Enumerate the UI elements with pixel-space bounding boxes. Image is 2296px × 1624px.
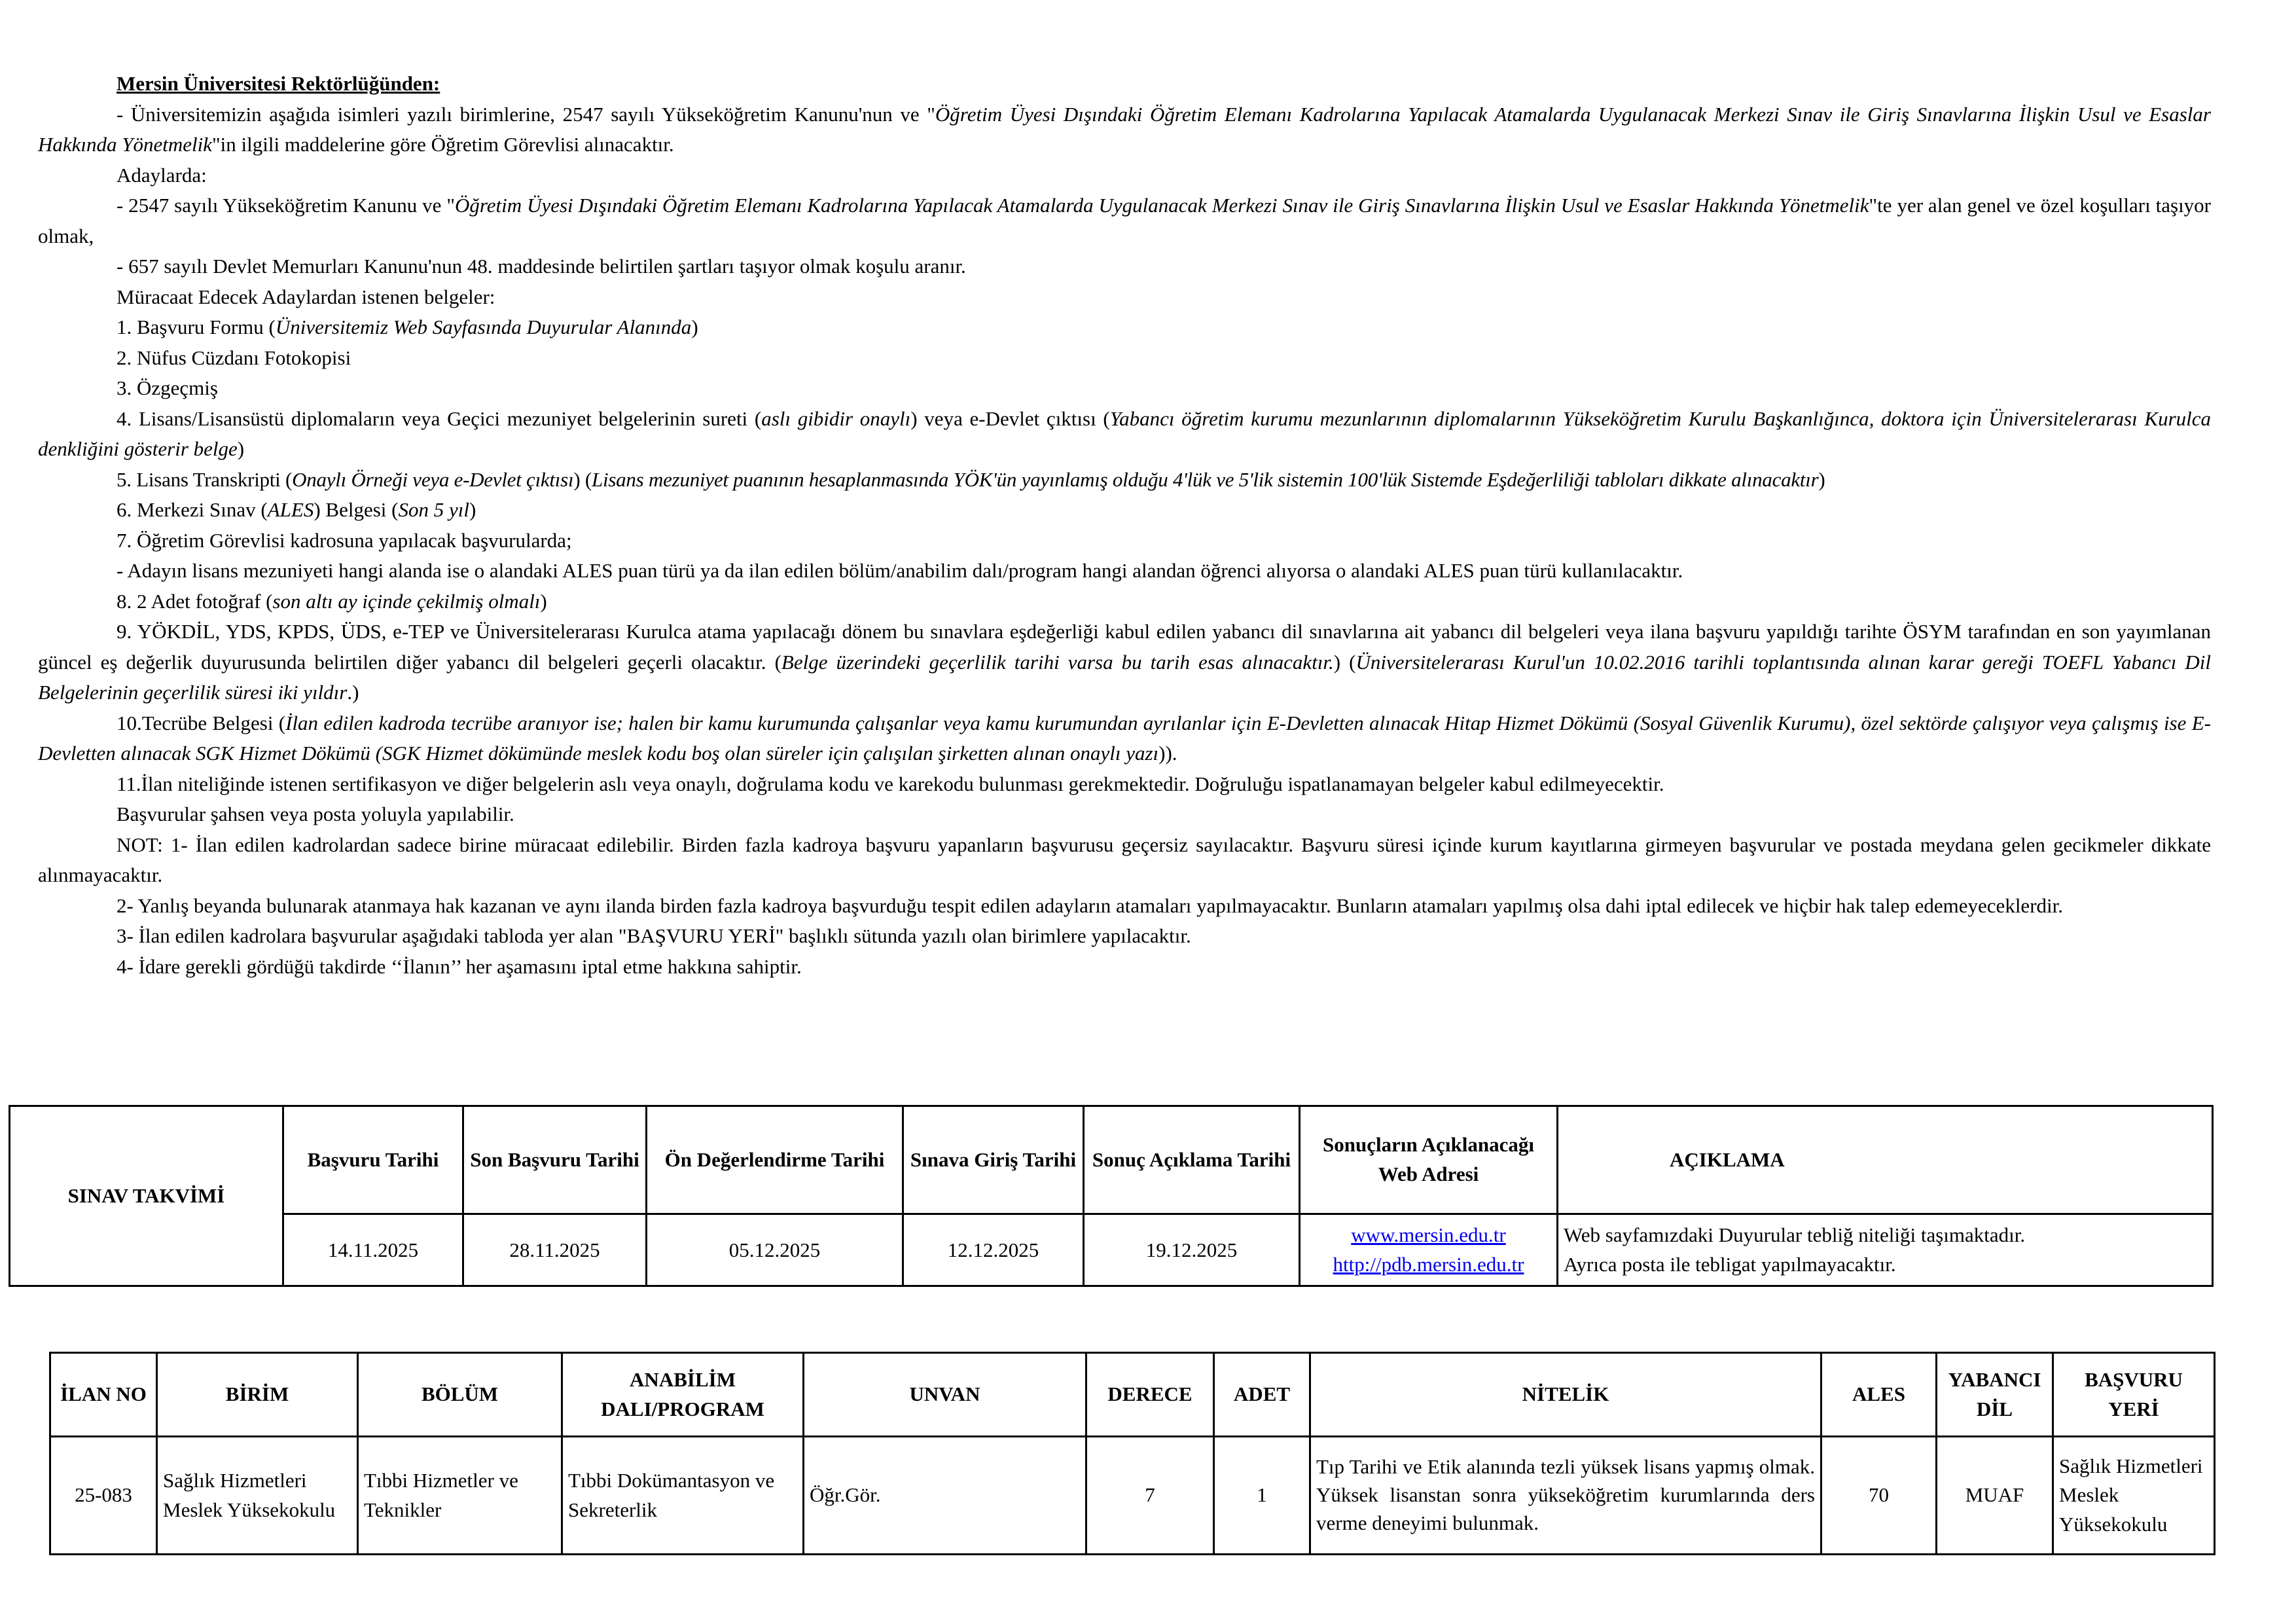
header-son-basvuru-tarihi: Son Başvuru Tarihi: [463, 1106, 647, 1214]
ilan-no-cell: 25-083: [50, 1437, 157, 1555]
doc10-end: )).: [1158, 742, 1177, 765]
document-item-7: 7. Öğretim Görevlisi kadrosuna yapılacak başvurularda;: [117, 528, 572, 552]
on-degerlendirme-tarihi: 05.12.2025: [647, 1214, 903, 1286]
header-web-adresi: Sonuçların Açıklanacağı Web Adresi: [1300, 1106, 1558, 1214]
header-basvuru-yeri: BAŞVURU YERİ: [2053, 1353, 2215, 1437]
aciklama-line-1: Web sayfamızdaki Duyurular tebliğ niteliği taşımaktadır.: [1564, 1223, 2026, 1246]
candidate-requirement-1: [38, 190, 2211, 251]
doc5-end: ): [1818, 467, 1825, 491]
note-4: 4- İdare gerekli gördüğü takdirde ‘‘İlanın’’ her aşamasını iptal etme hakkına sahiptir.: [117, 954, 802, 978]
doc10-text: 10.Tecrübe Belgesi (: [117, 711, 286, 734]
doc5-note2: Lisans mezuniyet puanının hesaplanmasında YÖK'ün yayınlamış olduğu 4'lük ve 5'lik sistemin 100'lük Sistemde Eşdeğerliliği tabloları dikkate alınacaktır: [592, 467, 1819, 491]
header-basvuru-tarihi: Başvuru Tarihi: [283, 1106, 463, 1214]
document-item-11: 11.İlan niteliğinde istenen sertifikasyon ve diğer belgelerin aslı veya onaylı, doğrulama kodu ve karekodu bulunması gerekmektedir. Doğruluğu ispatlanamayan belgeler kabul edilmeyecektir.: [117, 772, 1664, 795]
pdb-web-link[interactable]: http://pdb.mersin.edu.tr: [1333, 1252, 1524, 1276]
doc6-end: ): [469, 498, 476, 521]
exam-calendar-label: SINAV TAKVİMİ: [10, 1106, 283, 1286]
header-derece: DERECE: [1086, 1353, 1214, 1437]
exam-calendar-table: [9, 1105, 2214, 1287]
application-method: Başvurular şahsen veya posta yoluyla yapılabilir.: [117, 803, 514, 825]
document-item-4: [38, 404, 2211, 465]
sonuc-aciklama-tarihi: 19.12.2025: [1084, 1214, 1300, 1286]
header-sonuc-aciklama-tarihi: Sonuç Açıklama Tarihi: [1084, 1106, 1300, 1214]
yabanci-dil-cell: MUAF: [1937, 1437, 2053, 1555]
mersin-web-link[interactable]: www.mersin.edu.tr: [1351, 1223, 1506, 1246]
page-title: Mersin Üniversitesi Rektörlüğünden:: [117, 72, 440, 95]
note-3: 3- İlan edilen kadrolara başvurular aşağıdaki tabloda yer alan "BAŞVURU YERİ" başlıklı sütunda yazılı olan birimlere yapılacaktır.: [117, 924, 1191, 947]
announcement-body: [38, 69, 2211, 982]
doc1-end: ): [691, 316, 698, 338]
doc1-note: Üniversitemiz Web Sayfasında Duyurular Alanında: [275, 316, 692, 338]
document-item-2: 2. Nüfus Cüzdanı Fotokopisi: [117, 346, 351, 369]
unvan-cell: Öğr.Gör.: [804, 1437, 1086, 1555]
header-unvan: UNVAN: [804, 1353, 1086, 1437]
sinava-giris-tarihi: 12.12.2025: [903, 1214, 1084, 1286]
doc6-note2: Son 5 yıl: [398, 498, 469, 521]
doc4-end: ): [237, 437, 245, 460]
documents-label: Müracaat Edecek Adaylardan istenen belgeler:: [117, 285, 495, 308]
anabilim-cell: Tıbbi Dokümantasyon ve Sekreterlik: [562, 1437, 804, 1555]
doc5-mid: ) (: [573, 467, 592, 491]
header-on-degerlendirme-tarihi: Ön Değerlendirme Tarihi: [647, 1106, 903, 1214]
req1-suffix: "te yer alan genel ve özel koşulları taşıyor olmak,: [38, 194, 2212, 247]
document-item-5: [38, 465, 2211, 496]
doc5-text: 5. Lisans Transkripti (: [117, 467, 293, 491]
doc1-text: 1. Başvuru Formu (: [117, 316, 276, 338]
bolum-cell: Tıbbi Hizmetler ve Teknikler: [358, 1437, 562, 1555]
req1-prefix: - 2547 sayılı Yükseköğretim Kanunu ve ": [117, 194, 455, 217]
doc4-text: 4. Lisans/Lisansüstü diplomaların veya Geçici mezuniyet belgelerinin sureti (: [117, 406, 762, 430]
doc10-note: İlan edilen kadroda tecrübe aranıyor ise; halen bir kamu kurumunda çalışanlar veya kamu kurumundan ayrılanlar için E-Devletten alınacak Hitap Hizmet Dökümü (Sosyal Güvenlik Kurumu), özel sektörde çalışıyor veya çalışmış ise E-Devletten alınacak SGK Hizmet Dökümü (SGK Hizmet dökümünde meslek kodu boş olan süreler için çalışılan şirketten alınan onaylı yazı: [38, 711, 2211, 765]
document-item-1: [38, 312, 2211, 343]
header-sinava-giris-tarihi: Sınava Giriş Tarihi: [903, 1106, 1084, 1214]
document-item-9: [38, 617, 2211, 708]
doc9-text: 9. YÖKDİL, YDS, KPDS, ÜDS, e-TEP ve Üniversitelerarası Kurulca atama yapılacağı dönem bu sınavlara eşdeğerliği kabul edilen yabancı dil sınavlarına ait yabancı dil belgeleri veya ilana başvuru yapıldığı tarihte ÖSYM tarafından en son yayımlanan güncel eş değerlik duyurusunda belirtilen diğer yabancı dil belgeleri geçerli olacaktır. (: [38, 620, 2211, 674]
intro-paragraph: [38, 99, 2211, 160]
document-item-10: [38, 708, 2211, 769]
adet-cell: 1: [1214, 1437, 1310, 1555]
aciklama-line-2: Ayrıca posta ile tebligat yapılmayacaktır.: [1564, 1252, 1896, 1276]
document-item-7-detail: - Adayın lisans mezuniyeti hangi alanda ise o alandaki ALES puan türü ya da ilan edilen bölüm/anabilim dalı/program hangi alandan öğrenci alıyorsa o alandaki ALES puan türü kullanılacaktır.: [117, 559, 1683, 582]
positions-table: [49, 1352, 2215, 1555]
candidates-label: Adaylarda:: [117, 163, 207, 187]
doc9-end: .): [347, 681, 359, 704]
doc4-note2: Yabancı öğretim kurumu mezunlarının diplomalarının Yükseköğretim Kurulu Başkanlığınca, doktora için Üniversitelerarası Kurulca denkliğini gösterir belge: [38, 406, 2212, 460]
note-1: NOT: 1- İlan edilen kadrolardan sadece birine müracaat edilebilir. Birden fazla kadroya başvuru yapanların başvurusu geçersiz sayılacaktır. Başvuru süresi içinde kurum kayıtlarına girmeyen başvurular ve postada meydana gelen gecikmeler dikkate alınmayacaktır.: [38, 833, 2211, 886]
header-adet: ADET: [1214, 1353, 1310, 1437]
aciklama-text: [1558, 1214, 2213, 1286]
header-ales: ALES: [1821, 1353, 1937, 1437]
son-basvuru-tarihi: 28.11.2025: [463, 1214, 647, 1286]
derece-cell: 7: [1086, 1437, 1214, 1555]
header-birim: BİRİM: [157, 1353, 358, 1437]
ales-cell: 70: [1821, 1437, 1937, 1555]
doc8-text: 8. 2 Adet fotoğraf (: [117, 589, 273, 613]
note-2: 2- Yanlış beyanda bulunarak atanmaya hak kazanan ve aynı ilanda birden fazla kadroya başvurduğu tespit edilen adayların atamaları yapılmayacaktır. Bunların atamaları yapılmış olsa dahi iptal edilecek ve hiçbir hak talep edemeyeceklerdir.: [117, 893, 2063, 917]
header-aciklama: AÇIKLAMA: [1558, 1106, 2213, 1214]
document-item-6: [38, 495, 2211, 526]
doc6-text: 6. Merkezi Sınav (: [117, 498, 268, 521]
header-nitelik: NİTELİK: [1310, 1353, 1821, 1437]
basvuru-tarihi: 14.11.2025: [283, 1214, 463, 1286]
document-item-8: [38, 586, 2211, 617]
candidate-requirement-2: - 657 sayılı Devlet Memurları Kanunu'nun 48. maddesinde belirtilen şartları taşıyor olmak koşulu aranır.: [117, 255, 966, 278]
doc9-mid: ) (: [1333, 650, 1356, 674]
intro-suffix: "in ilgili maddelerine göre Öğretim Görevlisi alınacaktır.: [212, 133, 674, 156]
header-ilan-no: İLAN NO: [50, 1353, 157, 1437]
doc5-note1: Onaylı Örneği veya e-Devlet çıktısı: [292, 467, 574, 491]
doc9-note1: Belge üzerindeki geçerlilik tarihi varsa bu tarih esas alınacaktır.: [781, 650, 1334, 674]
header-bolum: BÖLÜM: [358, 1353, 562, 1437]
intro-regulation: Öğretim Üyesi Dışındaki Öğretim Elemanı Kadrolarına Yapılacak Atamalarda Uygulanacak Merkezi Sınav ile Giriş Sınavlarına İlişkin Usul ve Esaslar Hakkında Yönetmelik: [38, 102, 2211, 156]
doc8-note: son altı ay içinde çekilmiş olmalı: [272, 589, 541, 613]
doc9-note2: Üniversitelerarası Kurul'un 10.02.2016 tarihli toplantısında alınan karar gereği TOEFL Yabancı Dil Belgelerinin geçerlilik süresi iki yıldır: [38, 650, 2211, 704]
nitelik-cell: Tıp Tarihi ve Etik alanında tezli yüksek lisans yapmış olmak. Yüksek lisanstan sonra yükseköğretim kurumlarında ders verme deneyimi bulunmak.: [1310, 1437, 1821, 1555]
doc4-mid: ) veya e-Devlet çıktısı (: [910, 406, 1110, 430]
table-row: [50, 1437, 2215, 1555]
document-item-3: 3. Özgeçmiş: [117, 376, 218, 399]
birim-cell: Sağlık Hizmetleri Meslek Yüksekokulu: [157, 1437, 358, 1555]
header-anabilim: ANABİLİM DALI/PROGRAM: [562, 1353, 804, 1437]
web-addresses: [1300, 1214, 1558, 1286]
intro-prefix: - Üniversitemizin aşağıda isimleri yazılı birimlerine, 2547 sayılı Yükseköğretim Kanunu'nun ve ": [117, 102, 935, 126]
doc8-end: ): [540, 589, 547, 613]
header-yabanci-dil: YABANCI DİL: [1937, 1353, 2053, 1437]
req1-regulation: Öğretim Üyesi Dışındaki Öğretim Elemanı Kadrolarına Yapılacak Atamalarda Uygulanacak Merkezi Sınav ile Giriş Sınavlarına İlişkin Usul ve Esaslar Hakkında Yönetmelik: [455, 194, 1869, 217]
basvuru-yeri-cell: Sağlık Hizmetleri Meslek Yüksekokulu: [2053, 1437, 2215, 1555]
doc6-mid: ) Belgesi (: [314, 498, 399, 521]
doc6-note1: ALES: [267, 498, 314, 521]
doc4-note1: aslı gibidir onaylı: [761, 406, 911, 430]
